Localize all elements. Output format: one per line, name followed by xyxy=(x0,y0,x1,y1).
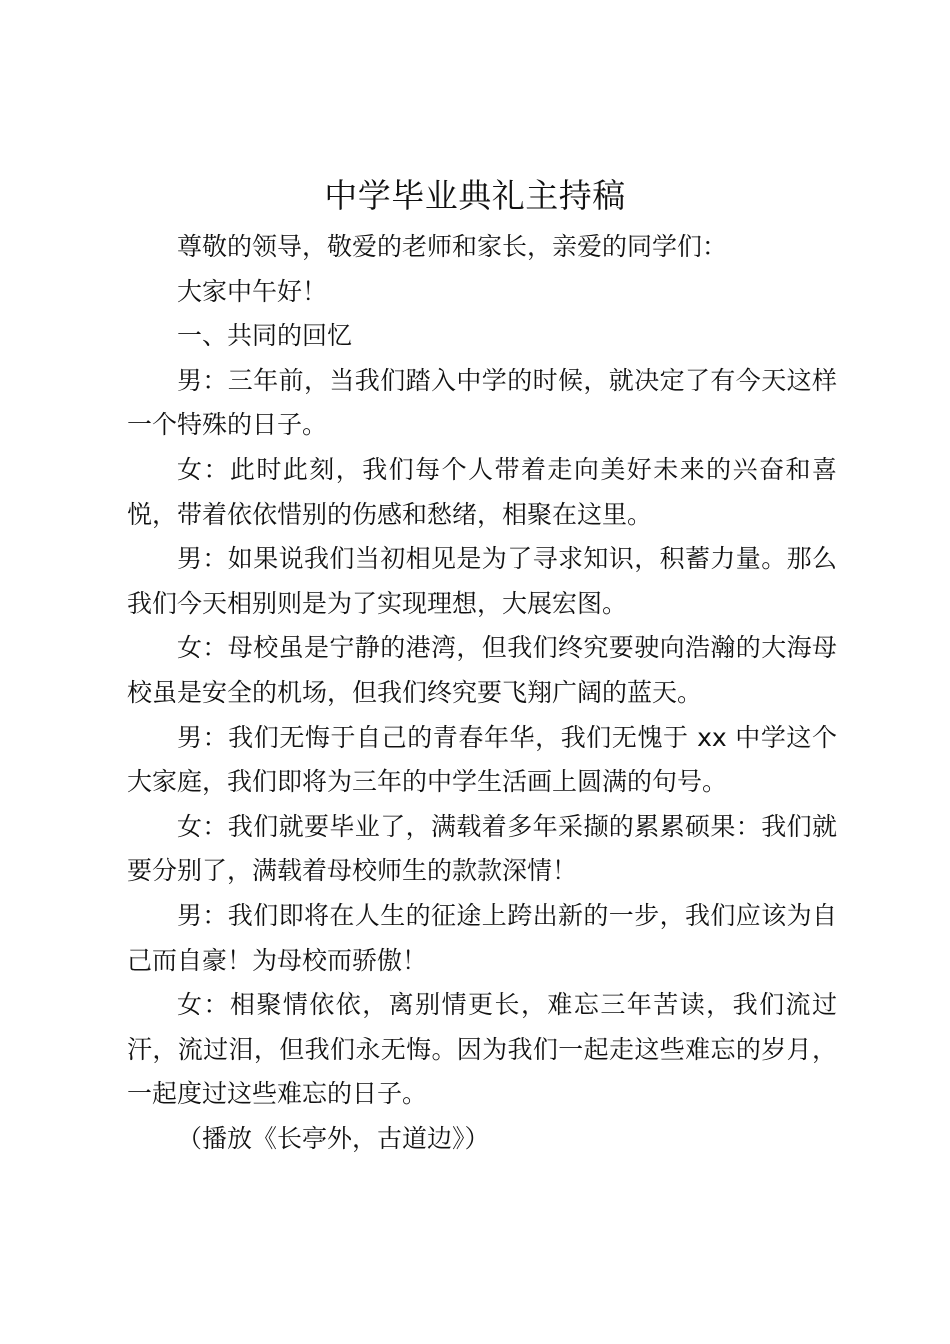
dialogue-paragraph: 女：我们就要毕业了，满载着多年采撷的累累硕果：我们就要分别了，满载着母校师生的款款深情！ xyxy=(127,811,837,886)
dialogue-paragraph: 女：母校虽是宁静的港湾，但我们终究要驶向浩瀚的大海母校虽是安全的机场，但我们终究要飞翔广阔的蓝天。 xyxy=(127,633,837,707)
stage-direction: （播放《长亭外，古道边》） xyxy=(177,1123,490,1153)
dialogue-paragraph: 男：我们即将在人生的征途上跨出新的一步，我们应该为自己而自豪！为母校而骄傲！ xyxy=(127,900,837,975)
document-title: 中学毕业典礼主持稿 xyxy=(324,176,626,215)
dialogue-paragraph: 男：如果说我们当初相见是为了寻求知识，积蓄力量。那么我们今天相别则是为了实现理想，大展宏图。 xyxy=(127,544,837,618)
dialogue-paragraph: 男：三年前，当我们踏入中学的时候，就决定了有今天这样一个特殊的日子。 xyxy=(127,365,837,440)
section-heading: 一、共同的回忆 xyxy=(177,321,353,351)
document-body xyxy=(127,225,837,1161)
greeting-paragraph: 尊敬的领导，敬爱的老师和家长，亲爱的同学们： xyxy=(177,232,728,261)
salutation-paragraph: 大家中午好！ xyxy=(177,276,328,306)
dialogue-paragraph: 女：此时此刻，我们每个人带着走向美好未来的兴奋和喜悦，带着依依惜别的伤感和愁绪，相聚在这里。 xyxy=(127,454,837,529)
dialogue-paragraph: 男：我们无悔于自己的青春年华，我们无愧于 xx 中学这个大家庭，我们即将为三年的中学生活画上圆满的句号。 xyxy=(127,722,837,797)
dialogue-paragraph: 女：相聚情依依，离别情更长，难忘三年苦读，我们流过汗，流过泪，但我们永无悔。因为我们一起走这些难忘的岁月，一起度过这些难忘的日子。 xyxy=(127,990,837,1109)
